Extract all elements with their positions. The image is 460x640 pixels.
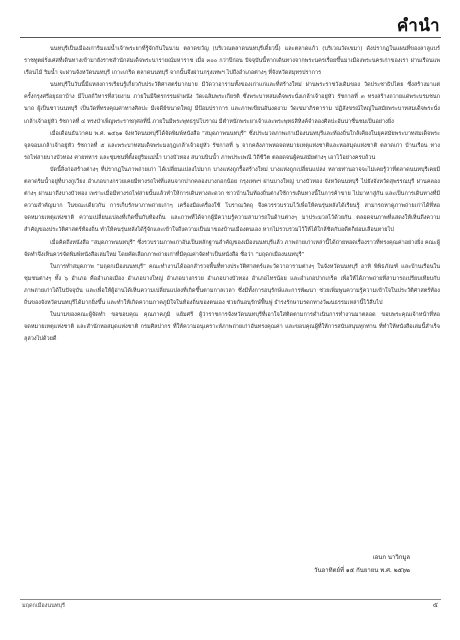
paragraph: เมื่อเดือนธันวาคม พ.ศ. ๒๕๖๑ จังหวัดนนทบุรีได้จัดพิมพ์หนังสือ “สมุดภาพนนทบุรี” ซึ่งประมวลภาพเก่าเมืองนนทบุรีและท้องถิ่นใกล้เคียงในยุคสมัยพระบาทสมเด็จพระจุลจอมเกล้าเจ้าอยู่หัว รัชกาลที่ ๕ และพระบาทสมเด็จพระมงกุฎเกล้าเจ้าอยู่หัว รัชกาลที่ ๖ จากคลังภาพหอจดหมายเหตุแห่งชาติและหอสมุดแห่งชาติ ตลาดเก่า บ้านเรือน ทางรถไฟสายบางบัวทอง ค่ายทหาร และชุมชนที่ตั้งอยู่ริมแม่น้ำ บางบัวทอง สนามบินน้ำ ภาพประเพณี วิถีชีวิต ตลอดจนผู้คนสมัยต่างๆ เอาไว้อย่างครบถ้วน [24, 130, 440, 161]
signature-date: วันอาทิตย์ที่ ๑๕ กันยายน พ.ศ. ๒๕๖๒ [314, 567, 410, 574]
author-name: เอนก นาวิกมูล [372, 554, 410, 561]
footer-divider [20, 599, 441, 600]
paragraph: บัดนี้สิ่งก่อสร้างต่างๆ ที่ปรากฏในภาพถ่ายเก่า ได้เปลี่ยนแปลงไปมาก บางแห่งถูกรื้อสร้างใหม่ บางแห่งถูกเปลี่ยนแปลง หลายท่านอาจจะไม่เคยรู้ว่าที่ตลาดนนทบุรีเคยมีตลาดริมน้ำอยู่ที่บางกูเวียง อำเภอบางกรวยเคยมีทางรถไฟที่แล่นจากปากคลองบางกอกน้อย กรุงเทพฯ ผ่านบางใหญ่ บางบัวทอง จังหวัดนนทบุรี ไปยังจังหวัดสุพรรณบุรี ผ่านคลองต่างๆ ผ่านมาถึงบางบัวทอง เพราะเมื่อมีทางรถไฟสายนั้นแล้วทำให้การเดินทางสะดวก ชาวบ้านในท้องถิ่นต่างใช้การเดินทางนี้ในการค้าขาย ไปมาหาสู่กัน และเป็นการเดินทางที่มีความสำคัญมาก ในขณะเดียวกัน การเก็บรักษาภาพถ่ายเก่าๆ เครื่องมือเครื่องใช้ โบราณวัตถุ จึงควรรวบรวมไว้เพื่อให้คนรุ่นหลังได้เรียนรู้ สามารถหาดูภาพถ่ายเก่าได้ที่หอจดหมายเหตุแห่งชาติ ความเปลี่ยนแปลงที่เกิดขึ้นกับท้องถิ่น และภาพที่ได้จากผู้มีความรู้ความสามารถในด้านต่างๆ มาประมวลไว้ด้วยกัน ตลอดจนภาพที่แสดงให้เห็นถึงความสำคัญของประวัติศาสตร์ท้องถิ่น ทำให้คนรุ่นหลังได้รู้จักและเข้าใจถึงความเป็นมาของบ้านเมืองตนเอง หากไม่รวบรวมไว้ให้ได้ใกล้ชิดกับอดีตก็ย่อมเลือนหายไป [24, 166, 440, 234]
paragraph: ในการทำสมุดภาพ “มฤดกเมืองนนทบุรี” คณะทำงานได้ออกสำรวจพื้นที่ทางประวัติศาสตร์และวัดวาอารามต่างๆ ในจังหวัดนนทบุรี อาทิ พิพิธภัณฑ์ และบ้านเรือนในชุมชนต่างๆ ทั้ง ๖ อำเภอ คืออำเภอเมือง อำเภอบางใหญ่ อำเภอบางกรวย อำเภอบางบัวทอง อำเภอไทรน้อย และอำเภอปากเกร็ด เพื่อให้ได้ภาพถ่ายที่สามารถเปรียบเทียบกับภาพถ่ายเก่าได้ในปัจจุบัน และเพื่อให้ผู้อ่านได้เห็นความเปลี่ยนแปลงที่เกิดขึ้นตามกาลเวลา ซึ่งมีทั้งการอนุรักษ์และการพัฒนา ช่วยเพิ่มพูนความรู้ความเข้าใจในประวัติศาสตร์ท้องถิ่นของจังหวัดนนทบุรีได้มากยิ่งขึ้น และทำให้เกิดความภาคภูมิใจในท้องถิ่นของตนเอง ช่วยกันอนุรักษ์ฟื้นฟู ธำรงรักษามรดกทางวัฒนธรรมเหล่านี้ไว้สืบไป [24, 263, 440, 306]
paragraph: เมื่อคิดถึงหนังสือ “สมุดภาพนนทบุรี” ซึ่งรวบรวมภาพเก่าอันเป็นหลักฐานสำคัญของเมืองนนทบุรีแล้ว ภาพถ่ายเก่าเหล่านี้ได้ถ่ายทอดเรื่องราวที่ทรงคุณค่าอย่างยิ่ง คณะผู้จัดทำจึงเห็นควรจัดพิมพ์หนังสือเล่มใหม่ โดยคัดเลือกภาพถ่ายเก่าที่มีคุณค่าจัดทำเป็นหนังสือ ชื่อว่า “มฤดกเมืองนนทบุรี” [24, 239, 440, 258]
page-number: ๕ [432, 601, 438, 609]
paragraph: นนทบุรีในวันนี้มีแหล่งการเรียนรู้เกี่ยวกับประวัติศาสตร์มากมาย มีวัดวาอารามทั้งของเก่าแก่และที่สร้างใหม่ ผ่านพระราชวังเดิมของ วัดประชาธิปไตย ซึ่งสร้างมาแต่ครั้งกรุงศรีอยุธยาบ้าง มีโบสถ์วิหารที่สวยงาม ภายในมีจิตรกรรมฝาผนัง วัดเฉลิมพระเกียรติ ซึ่งพระบาทสมเด็จพระนั่งเกล้าเจ้าอยู่หัว รัชกาลที่ ๓ ทรงสร้างถวายแด่พระบรมชนกนาถ ผู้เป็นชาวนนทบุรี เป็นวัดที่ทรงคุณค่าทางศิลปะ มีเจดีย์ขนาดใหญ่ มีป้อมปราการ และภาพเขียนอันงดงาม วัดเขมาภิรตาราม ปฏิสังขรณ์ใหญ่ในสมัยพระบาทสมเด็จพระนั่งเกล้าเจ้าอยู่หัว รัชกาลที่ ๔ ทรงบำเพ็ญพระราชกุศลที่นี่ ภายในมีพระพุทธรูปโบราณ มีตำหนักพระยาเจ้าและพระพุทธสิหิงค์จำลองศิลปะอันน่าชื่นชมเป็นอย่างยิ่ง [24, 82, 440, 125]
page-title: คำนำ [396, 16, 440, 36]
footer-book-title: มฤดกเมืองนนทบุรี [22, 603, 65, 609]
signature-block [210, 551, 410, 577]
preface-body [24, 43, 440, 345]
title-divider [20, 37, 441, 38]
paragraph: นนทบุรีเป็นเมืองเก่าริมแม่น้ำเจ้าพระยาที่รู้จักกันในนาม ตลาดขวัญ (บริเวณตลาดนนทบุรีเดี๋ยวนี้) และตลาดแก้ว (บริเวณวัดเขมา) ดังปรากฏในแผนที่ของลาลูแบร์ ราชทูตฝรั่งเศสที่เดินทางเข้ามายังราชสำนักสมเด็จพระนารายณ์มหาราช เมื่อ ๓๐๐ กว่าปีก่อน ปัจจุบันนี้หากเดินทางจากพระนครเรื่อยขึ้นมาเมืองพระนครเก่าของเรา ผ่านเรือนแพ เรือนไม้ ริมน้ำ จะผ่านจังหวัดนนทบุรี เกาะเกร็ด ตลาดนนทบุรี จากนั้นจึงผ่านกรุงเทพฯ ไปถึงอำเภอต่างๆ ที่จังหวัดสมุทรปราการ [24, 46, 440, 77]
paragraph: ในนามของคณะผู้จัดทำ ขอขอบคุณ คุณภาคภูมิ แย้มศรี ผู้ว่าราชการจังหวัดนนทบุรีที่เอาใจใส่ติดตามการดำเนินการทำงานมาตลอด ขอบพระคุณเจ้าหน้าที่หอจดหมายเหตุแห่งชาติ และสำนักหอสมุดแห่งชาติ กรมศิลปากร ที่ให้ความอนุเคราะห์ภาพถ่ายเก่าอันทรงคุณค่า และขอบคุณผู้ที่ให้การสนับสนุนทุกท่าน ที่ทำให้หนังสือเล่มนี้สำเร็จลุล่วงไปด้วยดี [24, 312, 440, 343]
